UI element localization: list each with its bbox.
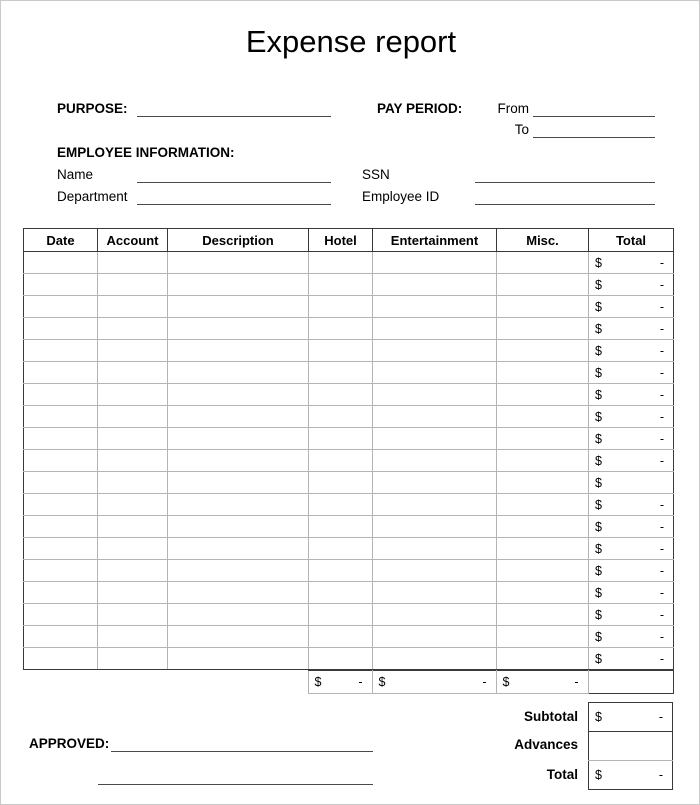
cell-misc[interactable]: [497, 582, 589, 604]
cell-misc[interactable]: [497, 516, 589, 538]
total-currency: $: [595, 768, 602, 782]
cell-date[interactable]: [24, 428, 98, 450]
cell-account[interactable]: [98, 406, 168, 428]
row-total-currency: $: [595, 453, 602, 468]
pay-period-label: PAY PERIOD:: [377, 101, 463, 116]
cell-date[interactable]: [24, 318, 98, 340]
cell-account[interactable]: [98, 450, 168, 472]
cell-total: [589, 340, 674, 362]
table-row: [24, 384, 674, 406]
employee-information-label: EMPLOYEE INFORMATION:: [57, 145, 235, 160]
name-input[interactable]: [137, 182, 331, 183]
approved-signature-line-1[interactable]: [111, 751, 373, 752]
cell-total: [589, 626, 674, 648]
cell-total: [589, 494, 674, 516]
cell-description[interactable]: [168, 560, 309, 582]
row-total-value: -: [659, 519, 664, 534]
column-header-total: Total: [589, 229, 674, 252]
subtotal-spacer-account: [97, 671, 167, 694]
cell-hotel[interactable]: [309, 318, 373, 340]
table-row: [24, 428, 674, 450]
cell-misc[interactable]: [497, 252, 589, 274]
cell-account[interactable]: [98, 582, 168, 604]
cell-misc[interactable]: [497, 538, 589, 560]
cell-misc[interactable]: [497, 384, 589, 406]
cell-description[interactable]: [168, 604, 309, 626]
cell-entertainment[interactable]: [373, 472, 497, 494]
cell-date[interactable]: [24, 384, 98, 406]
cell-hotel[interactable]: [309, 362, 373, 384]
cell-hotel[interactable]: [309, 538, 373, 560]
department-label: Department: [57, 189, 128, 204]
row-total-currency: $: [595, 651, 602, 666]
approved-label: APPROVED:: [29, 736, 110, 751]
cell-account[interactable]: [98, 516, 168, 538]
cell-total: [589, 582, 674, 604]
cell-date[interactable]: [24, 362, 98, 384]
cell-description[interactable]: [168, 626, 309, 648]
cell-misc[interactable]: [497, 428, 589, 450]
cell-total: [589, 296, 674, 318]
row-total-currency: $: [595, 299, 602, 314]
row-total-currency: $: [595, 475, 602, 490]
column-header-hotel: Hotel: [309, 229, 373, 252]
cell-account[interactable]: [98, 296, 168, 318]
cell-misc[interactable]: [497, 648, 589, 670]
row-total-value: -: [659, 497, 664, 512]
expense-table: [23, 228, 674, 670]
cell-total: [589, 362, 674, 384]
total-label: Total: [546, 767, 578, 782]
cell-date[interactable]: [24, 340, 98, 362]
subtotal-hotel-currency: $: [314, 675, 322, 689]
row-total-currency: $: [595, 607, 602, 622]
cell-hotel[interactable]: [309, 494, 373, 516]
cell-misc[interactable]: [497, 494, 589, 516]
row-total-value: -: [659, 629, 664, 644]
row-total-value: -: [659, 409, 664, 424]
subtotal-label: Subtotal: [524, 709, 578, 724]
table-row: [24, 538, 674, 560]
cell-misc[interactable]: [497, 626, 589, 648]
cell-misc[interactable]: [497, 604, 589, 626]
subtotal-total-cell: [588, 671, 673, 694]
pay-period-from-input[interactable]: [533, 116, 655, 117]
name-label: Name: [57, 167, 94, 182]
cell-description[interactable]: [168, 296, 309, 318]
table-row: [24, 516, 674, 538]
totals-box: [588, 702, 673, 790]
approved-signature-line-2[interactable]: [98, 784, 373, 785]
cell-hotel[interactable]: [309, 560, 373, 582]
cell-misc[interactable]: [497, 472, 589, 494]
pay-period-from-label: From: [497, 101, 529, 116]
total-value-cell: [589, 761, 673, 790]
cell-date[interactable]: [24, 494, 98, 516]
row-total-currency: $: [595, 409, 602, 424]
cell-date[interactable]: [24, 560, 98, 582]
subtotal-entertainment-value: -: [482, 675, 487, 689]
subtotal-misc-cell: [496, 671, 588, 694]
cell-description[interactable]: [168, 318, 309, 340]
cell-total: [589, 406, 674, 428]
cell-misc[interactable]: [497, 296, 589, 318]
cell-date[interactable]: [24, 538, 98, 560]
cell-hotel[interactable]: [309, 472, 373, 494]
column-header-date: Date: [24, 229, 98, 252]
cell-misc[interactable]: [497, 340, 589, 362]
cell-total: [589, 450, 674, 472]
expense-table-wrapper: [23, 228, 673, 670]
cell-account[interactable]: [98, 318, 168, 340]
cell-entertainment[interactable]: [373, 494, 497, 516]
expense-table-body: [24, 252, 674, 670]
row-total-value: -: [659, 277, 664, 292]
subtotal-hotel-value: -: [358, 675, 363, 689]
cell-misc[interactable]: [497, 406, 589, 428]
cell-misc[interactable]: [497, 362, 589, 384]
cell-account[interactable]: [98, 494, 168, 516]
cell-misc[interactable]: [497, 560, 589, 582]
ssn-input[interactable]: [475, 182, 655, 183]
cell-account[interactable]: [98, 604, 168, 626]
cell-account[interactable]: [98, 340, 168, 362]
cell-hotel[interactable]: [309, 604, 373, 626]
cell-hotel[interactable]: [309, 274, 373, 296]
row-total-currency: $: [595, 255, 602, 270]
cell-entertainment[interactable]: [373, 626, 497, 648]
table-row: [24, 648, 674, 670]
cell-entertainment[interactable]: [373, 362, 497, 384]
table-row: [24, 494, 674, 516]
table-row: [24, 472, 674, 494]
cell-date[interactable]: [24, 252, 98, 274]
table-row: [24, 274, 674, 296]
cell-date[interactable]: [24, 626, 98, 648]
table-row: [24, 362, 674, 384]
table-row: [24, 450, 674, 472]
cell-total: [589, 252, 674, 274]
cell-total: [589, 428, 674, 450]
cell-hotel[interactable]: [309, 648, 373, 670]
advances-value-cell[interactable]: [589, 732, 673, 761]
row-total-currency: $: [595, 321, 602, 336]
subtotal-amount: -: [658, 710, 663, 724]
cell-description[interactable]: [168, 538, 309, 560]
cell-entertainment[interactable]: [373, 406, 497, 428]
cell-account[interactable]: [98, 626, 168, 648]
row-total-value: -: [659, 453, 664, 468]
cell-description[interactable]: [168, 516, 309, 538]
row-total-value: -: [659, 541, 664, 556]
row-total-currency: $: [595, 343, 602, 358]
cell-account[interactable]: [98, 560, 168, 582]
cell-entertainment[interactable]: [373, 560, 497, 582]
ssn-label: SSN: [362, 167, 390, 182]
pay-period-to-label: To: [514, 122, 529, 137]
cell-hotel[interactable]: [309, 450, 373, 472]
row-total-value: -: [659, 321, 664, 336]
cell-account[interactable]: [98, 648, 168, 670]
cell-misc[interactable]: [497, 450, 589, 472]
cell-misc[interactable]: [497, 318, 589, 340]
cell-entertainment[interactable]: [373, 450, 497, 472]
cell-entertainment[interactable]: [373, 648, 497, 670]
cell-date[interactable]: [24, 472, 98, 494]
column-header-misc: Misc.: [497, 229, 589, 252]
row-total-currency: $: [595, 277, 602, 292]
subtotal-spacer-description: [167, 671, 308, 694]
cell-total: [589, 516, 674, 538]
table-row: [24, 626, 674, 648]
row-total-value: -: [659, 387, 664, 402]
totals-row-advances: [589, 732, 673, 761]
cell-date[interactable]: [24, 406, 98, 428]
row-total-currency: $: [595, 387, 602, 402]
table-row: [24, 582, 674, 604]
purpose-input[interactable]: [137, 116, 331, 117]
table-row: [24, 604, 674, 626]
purpose-label: PURPOSE:: [57, 101, 128, 116]
cell-description[interactable]: [168, 340, 309, 362]
table-row: [24, 296, 674, 318]
cell-description[interactable]: [168, 472, 309, 494]
cell-description[interactable]: [168, 494, 309, 516]
row-total-currency: $: [595, 497, 602, 512]
row-total-currency: $: [595, 563, 602, 578]
cell-account[interactable]: [98, 384, 168, 406]
cell-account[interactable]: [98, 538, 168, 560]
column-header-entertainment: Entertainment: [373, 229, 497, 252]
cell-entertainment[interactable]: [373, 538, 497, 560]
row-total-value: -: [659, 607, 664, 622]
subtotal-spacer-date: [23, 671, 97, 694]
cell-date[interactable]: [24, 648, 98, 670]
row-total-currency: $: [595, 431, 602, 446]
department-input[interactable]: [137, 204, 331, 205]
cell-description[interactable]: [168, 384, 309, 406]
cell-account[interactable]: [98, 428, 168, 450]
cell-account[interactable]: [98, 472, 168, 494]
cell-entertainment[interactable]: [373, 516, 497, 538]
cell-entertainment[interactable]: [373, 428, 497, 450]
cell-account[interactable]: [98, 362, 168, 384]
subtotal-entertainment-currency: $: [378, 675, 386, 689]
cell-hotel[interactable]: [309, 626, 373, 648]
row-total-value: -: [659, 343, 664, 358]
table-row: [24, 340, 674, 362]
cell-entertainment[interactable]: [373, 252, 497, 274]
cell-total: [589, 604, 674, 626]
cell-total: [589, 560, 674, 582]
row-total-value: -: [659, 651, 664, 666]
cell-entertainment[interactable]: [373, 582, 497, 604]
column-subtotal-row: [23, 670, 674, 694]
subtotal-value-cell: [589, 703, 673, 732]
row-total-value: -: [659, 431, 664, 446]
cell-description[interactable]: [168, 362, 309, 384]
cell-misc[interactable]: [497, 274, 589, 296]
cell-hotel[interactable]: [309, 428, 373, 450]
cell-description[interactable]: [168, 406, 309, 428]
cell-total: [589, 318, 674, 340]
row-total-value: -: [659, 563, 664, 578]
cell-account[interactable]: [98, 274, 168, 296]
cell-total: [589, 538, 674, 560]
row-total-currency: $: [595, 541, 602, 556]
cell-entertainment[interactable]: [373, 318, 497, 340]
cell-description[interactable]: [168, 648, 309, 670]
cell-hotel[interactable]: [309, 582, 373, 604]
cell-date[interactable]: [24, 296, 98, 318]
cell-date[interactable]: [24, 274, 98, 296]
cell-description[interactable]: [168, 428, 309, 450]
cell-account[interactable]: [98, 252, 168, 274]
totals-row-subtotal: [589, 703, 673, 732]
cell-entertainment[interactable]: [373, 274, 497, 296]
cell-entertainment[interactable]: [373, 296, 497, 318]
cell-hotel[interactable]: [309, 340, 373, 362]
row-total-value: -: [659, 255, 664, 270]
cell-total: [589, 274, 674, 296]
cell-hotel[interactable]: [309, 516, 373, 538]
cell-entertainment[interactable]: [373, 604, 497, 626]
column-header-account: Account: [98, 229, 168, 252]
cell-total: [589, 472, 674, 494]
table-row: [24, 406, 674, 428]
row-total-value: -: [659, 585, 664, 600]
pay-period-to-input[interactable]: [533, 137, 655, 138]
cell-description[interactable]: [168, 274, 309, 296]
employee-id-label: Employee ID: [362, 189, 440, 204]
totals-row-total: [589, 761, 673, 790]
cell-hotel[interactable]: [309, 296, 373, 318]
cell-description[interactable]: [168, 582, 309, 604]
row-total-currency: $: [595, 585, 602, 600]
cell-hotel[interactable]: [309, 406, 373, 428]
table-header-row: [24, 229, 674, 252]
advances-label: Advances: [514, 737, 578, 752]
row-total-currency: $: [595, 365, 602, 380]
subtotal-hotel-cell: [308, 671, 372, 694]
cell-entertainment[interactable]: [373, 340, 497, 362]
row-total-currency: $: [595, 629, 602, 644]
subtotal-misc-currency: $: [502, 675, 510, 689]
cell-date[interactable]: [24, 516, 98, 538]
cell-hotel[interactable]: [309, 384, 373, 406]
cell-total: [589, 384, 674, 406]
employee-id-input[interactable]: [475, 204, 655, 205]
cell-date[interactable]: [24, 582, 98, 604]
column-header-description: Description: [168, 229, 309, 252]
page-title: Expense report: [245, 24, 457, 59]
table-row: [24, 560, 674, 582]
subtotal-currency: $: [595, 710, 602, 724]
subtotal-misc-value: -: [574, 675, 579, 689]
cell-description[interactable]: [168, 450, 309, 472]
cell-entertainment[interactable]: [373, 384, 497, 406]
total-amount: -: [658, 768, 663, 782]
row-total-value: -: [659, 299, 664, 314]
subtotal-entertainment-cell: [372, 671, 496, 694]
table-row: [24, 252, 674, 274]
table-row: [24, 318, 674, 340]
cell-date[interactable]: [24, 450, 98, 472]
cell-date[interactable]: [24, 604, 98, 626]
row-total-currency: $: [595, 519, 602, 534]
cell-description[interactable]: [168, 252, 309, 274]
row-total-value: -: [659, 365, 664, 380]
cell-total: [589, 648, 674, 670]
cell-hotel[interactable]: [309, 252, 373, 274]
